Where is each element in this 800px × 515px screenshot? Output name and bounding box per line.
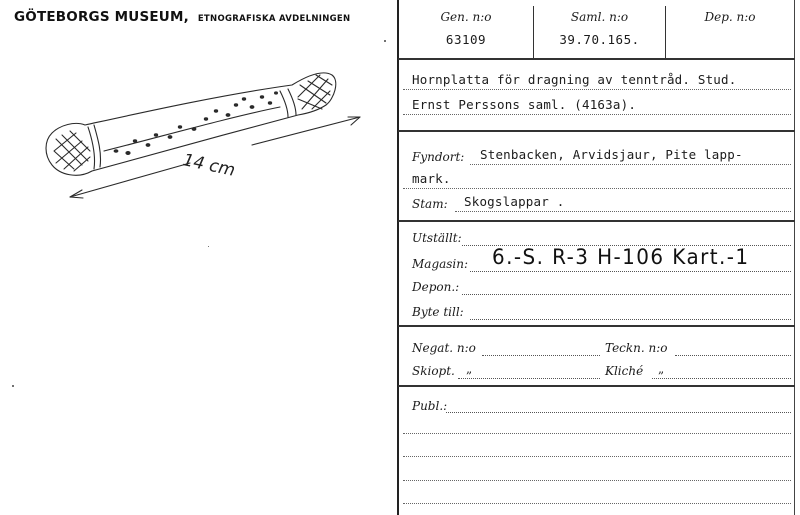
dep-no-cell (666, 6, 794, 58)
paper-speck (384, 40, 386, 42)
skiopt-rule (458, 378, 600, 379)
department-name: ETNOGRAFISKA AVDELNINGEN (197, 14, 351, 24)
publ-rule (403, 456, 791, 457)
card-right-border (794, 0, 795, 515)
stam-rule (455, 211, 791, 212)
gen-no-cell (399, 6, 534, 58)
negat-rule (482, 355, 600, 356)
byte-till-rule (470, 319, 791, 320)
gen-no-value: 63109 (445, 32, 487, 47)
depon-rule (462, 294, 791, 295)
description-line-1: Hornplatta för dragning av tenntråd. Stud. (412, 72, 737, 87)
teckn-label: Teckn. n:o (605, 341, 668, 355)
gen-no-label: Gen. n:o (440, 10, 492, 24)
section-divider (398, 325, 795, 327)
museum-header (14, 9, 350, 25)
skiopt-label: Skiopt. (412, 364, 455, 378)
magasin-rule (470, 271, 791, 272)
negat-label: Negat. n:o (412, 341, 476, 355)
stam-label: Stam: (412, 197, 448, 211)
description-line-2: Ernst Perssons saml. (4163a). (412, 97, 637, 112)
depon-label: Depon.: (412, 280, 460, 294)
utstallt-label: Utställt: (412, 231, 462, 245)
publ-label: Publ.: (412, 399, 448, 413)
museum-name: GÖTEBORGS MUSEUM, (14, 9, 189, 25)
skiopt-ditto: „ (466, 362, 473, 376)
kliche-rule (652, 378, 791, 379)
saml-no-value: 39.70.165. (559, 32, 640, 47)
kliche-label: Kliché (605, 364, 644, 378)
publ-rule (403, 433, 791, 434)
fyndort-rule (470, 164, 791, 165)
saml-no-label: Saml. n:o (570, 10, 629, 24)
magasin-label: Magasin: (412, 257, 469, 271)
magasin-value: 6.-S. R-3 H-106 Kart.-1 (492, 245, 750, 269)
byte-till-label: Byte till: (412, 305, 464, 319)
fyndort-line-1: Stenbacken, Arvidsjaur, Pite lapp- (480, 147, 743, 162)
description-rule (403, 89, 791, 90)
fyndort-label: Fyndort: (412, 150, 465, 164)
publ-rule (446, 412, 791, 413)
header-row-divider (398, 58, 795, 60)
object-sketch (30, 55, 390, 215)
saml-no-cell (534, 6, 666, 58)
section-divider (398, 220, 795, 222)
sketch-length-note: 14 cm (180, 150, 237, 181)
paper-speck (208, 246, 209, 247)
kliche-ditto: „ (658, 362, 665, 376)
publ-rule (403, 503, 791, 504)
fyndort-line-2: mark. (412, 171, 451, 186)
teckn-rule (675, 355, 791, 356)
fyndort-rule (403, 188, 791, 189)
dep-no-label: Dep. n:o (704, 10, 756, 24)
card-left-border (397, 0, 399, 515)
description-rule (403, 114, 791, 115)
paper-speck (12, 385, 14, 387)
section-divider (398, 385, 795, 387)
publ-rule (403, 480, 791, 481)
section-divider (398, 130, 795, 132)
stam-value: Skogslappar . (464, 194, 565, 209)
